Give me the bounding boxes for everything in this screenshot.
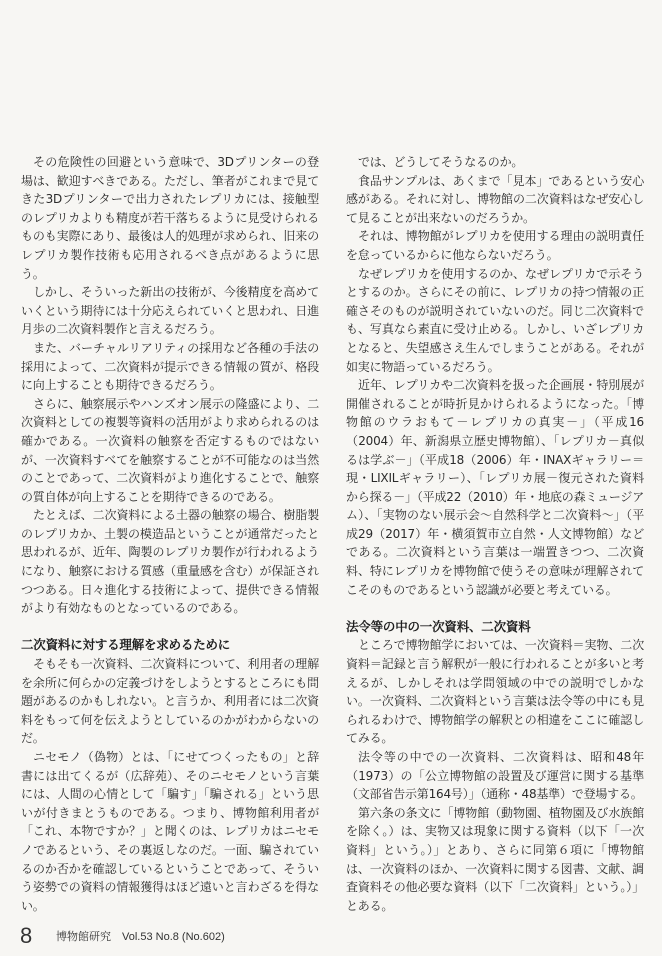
paragraph: しかし、そういった新出の技術が、今後精度を高めていくという期待には十分応えられていくと思われ、日進月歩の二次資料製作と言えるだろう。 bbox=[21, 285, 319, 337]
paragraph: 食品サンプルは、あくまで「見本」であるという安心感がある。それに対し、博物館の二次資料はなぜ安心して見ることが出来ないのだろうか。 bbox=[346, 173, 644, 225]
section-heading: 法令等の中の一次資料、二次資料 bbox=[346, 618, 531, 634]
page-number: 8 bbox=[20, 923, 33, 948]
paragraph: それは、博物館がレプリカを使用する理由の説明責任を怠っているからに他ならないだろう。 bbox=[346, 229, 644, 262]
paragraph: たとえば、二次資料による土器の触察の場合、樹脂製のレプリカか、土製の模造品ということが通常だったと思われるが、近年、陶製のレプリカ製作が行われるようになり、触察における質感（重量感を含む）が保証されつつある。日々進化する技術によって、提供できる情報がより有効なものとなっているのである。 bbox=[21, 508, 319, 616]
paragraph: 法令等の中での一次資料、二次資料は、昭和48年（1973）の「公立博物館の設置及び運営に関する基準（文部省告示第164号）」（通称・48基準）で登場する。 bbox=[346, 750, 644, 802]
journal-name: 博物館研究 Vol.53 No.8 (No.602) bbox=[56, 931, 225, 943]
section-spacer bbox=[346, 599, 644, 618]
paragraph: 近年、レプリカや二次資料を扱った企画展・特別展が開催されることが時折見かけられるようになった。「博物館のウラおもて－レプリカの真実－」（平成16（2004）年、新潟県立歴史博物館）、「レプリカ－真似るは学ぶ－」（平成18（2006）年・INAXギャラリー＝現・LIXILギャラリー）、「レプリカ展－復元された資料から探る－」（平成22（2010）年・地底の森ミュージアム）、「実物のない展示会～自然科学と二次資料～」（平成29（2017）年・横須賀市立自然・人文博物館）などである。二次資料という言葉は一端置きつつ、二次資料、特にレプリカを博物館で使うその意味が理解されてこそのものであるという認識が必要と考えている。 bbox=[346, 378, 644, 597]
paragraph: なぜレプリカを使用するのか、なぜレプリカで示そうとするのか。さらにその前に、レプリカの持つ情報の正確さそのものが説明されていないのだ。同じ二次資料でも、写真なら素直に受け止める。しかし、いざレプリカとなると、失望感さえ生んでしまうことがある。それが如実に物語っているだろう。 bbox=[346, 266, 644, 374]
section-spacer bbox=[21, 618, 319, 637]
paragraph: ところで博物館学においては、一次資料＝実物、二次資料＝記録と言う解釈が一般に行われることが多いと考えるが、しかしそれは学問領域の中での説明でしかない。一次資料、二次資料という言葉は法令等の中にも見られるわけで、博物館学の解釈との相違をここに確認してみる。 bbox=[346, 638, 644, 746]
paragraph: 第六条の条文に「博物館（動物園、植物園及び水族館を除く。）は、実物又は現象に関する資料（以下「一次資料」という。）」とあり、さらに同第６項に「博物館は、一次資料のほか、一次資料に関する図書、文献、調査資料その他必要な資料（以下「二次資料」という。）」とある。 bbox=[346, 805, 644, 913]
paragraph: では、どうしてそうなるのか。 bbox=[358, 155, 524, 169]
paragraph: また、バーチャルリアリティの採用など各種の手法の採用によって、二次資料が提示できる情報の質が、格段に向上することも期待できるだろう。 bbox=[21, 340, 319, 393]
section-heading: 二次資料に対する理解を求めるために bbox=[21, 637, 231, 653]
paragraph: その危険性の回避という意味で、3Dプリンターの登場は、歓迎すべきである。ただし、筆者がこれまで見てきた3Dプリンターで出力されたレプリカには、接触型のレプリカよりも精度が若干落ちるように見受けられるものも実際にあり、最後は人的処理が求められ、旧来のレプリカ製作技術も応用されるべき点があるように思う。 bbox=[21, 155, 319, 281]
left-column bbox=[21, 153, 319, 915]
paragraph: ニセモノ（偽物）とは、「にせてつくったもの」と辞書には出てくるが（広辞苑）、そのニセモノという言葉には、人間の心情として「騙す」「騙される」という思いが付きまとうものである。つまり、博物館利用者が「これ、本物ですか？」と聞くのは、レプリカはニセモノであるという、その裏返しなのだ。一面、騙されているのか否かを確認しているということであって、そういう姿勢での資料の情報獲得はほど遠いと言わざるを得ない。 bbox=[21, 750, 319, 913]
paragraph: さらに、触察展示やハンズオン展示の隆盛により、二次資料としての複製等資料の活用がより求められるのは確かである。一次資料の触察を否定するものではないが、一次資料すべてを触察することが不可能なのは当然のことであって、二次資料がより進化することで、触察の質自体が向上することを期待できるのである。 bbox=[21, 396, 319, 504]
page-footer bbox=[0, 923, 662, 953]
paragraph: そもそも一次資料、二次資料について、利用者の理解を余所に何らかの定義づけをしようとするところにも問題があるのかもしれない。と言うか、利用者には二次資料をもって何を伝えようとしているのかがわからないのだ。 bbox=[21, 657, 319, 746]
right-column bbox=[346, 153, 644, 915]
